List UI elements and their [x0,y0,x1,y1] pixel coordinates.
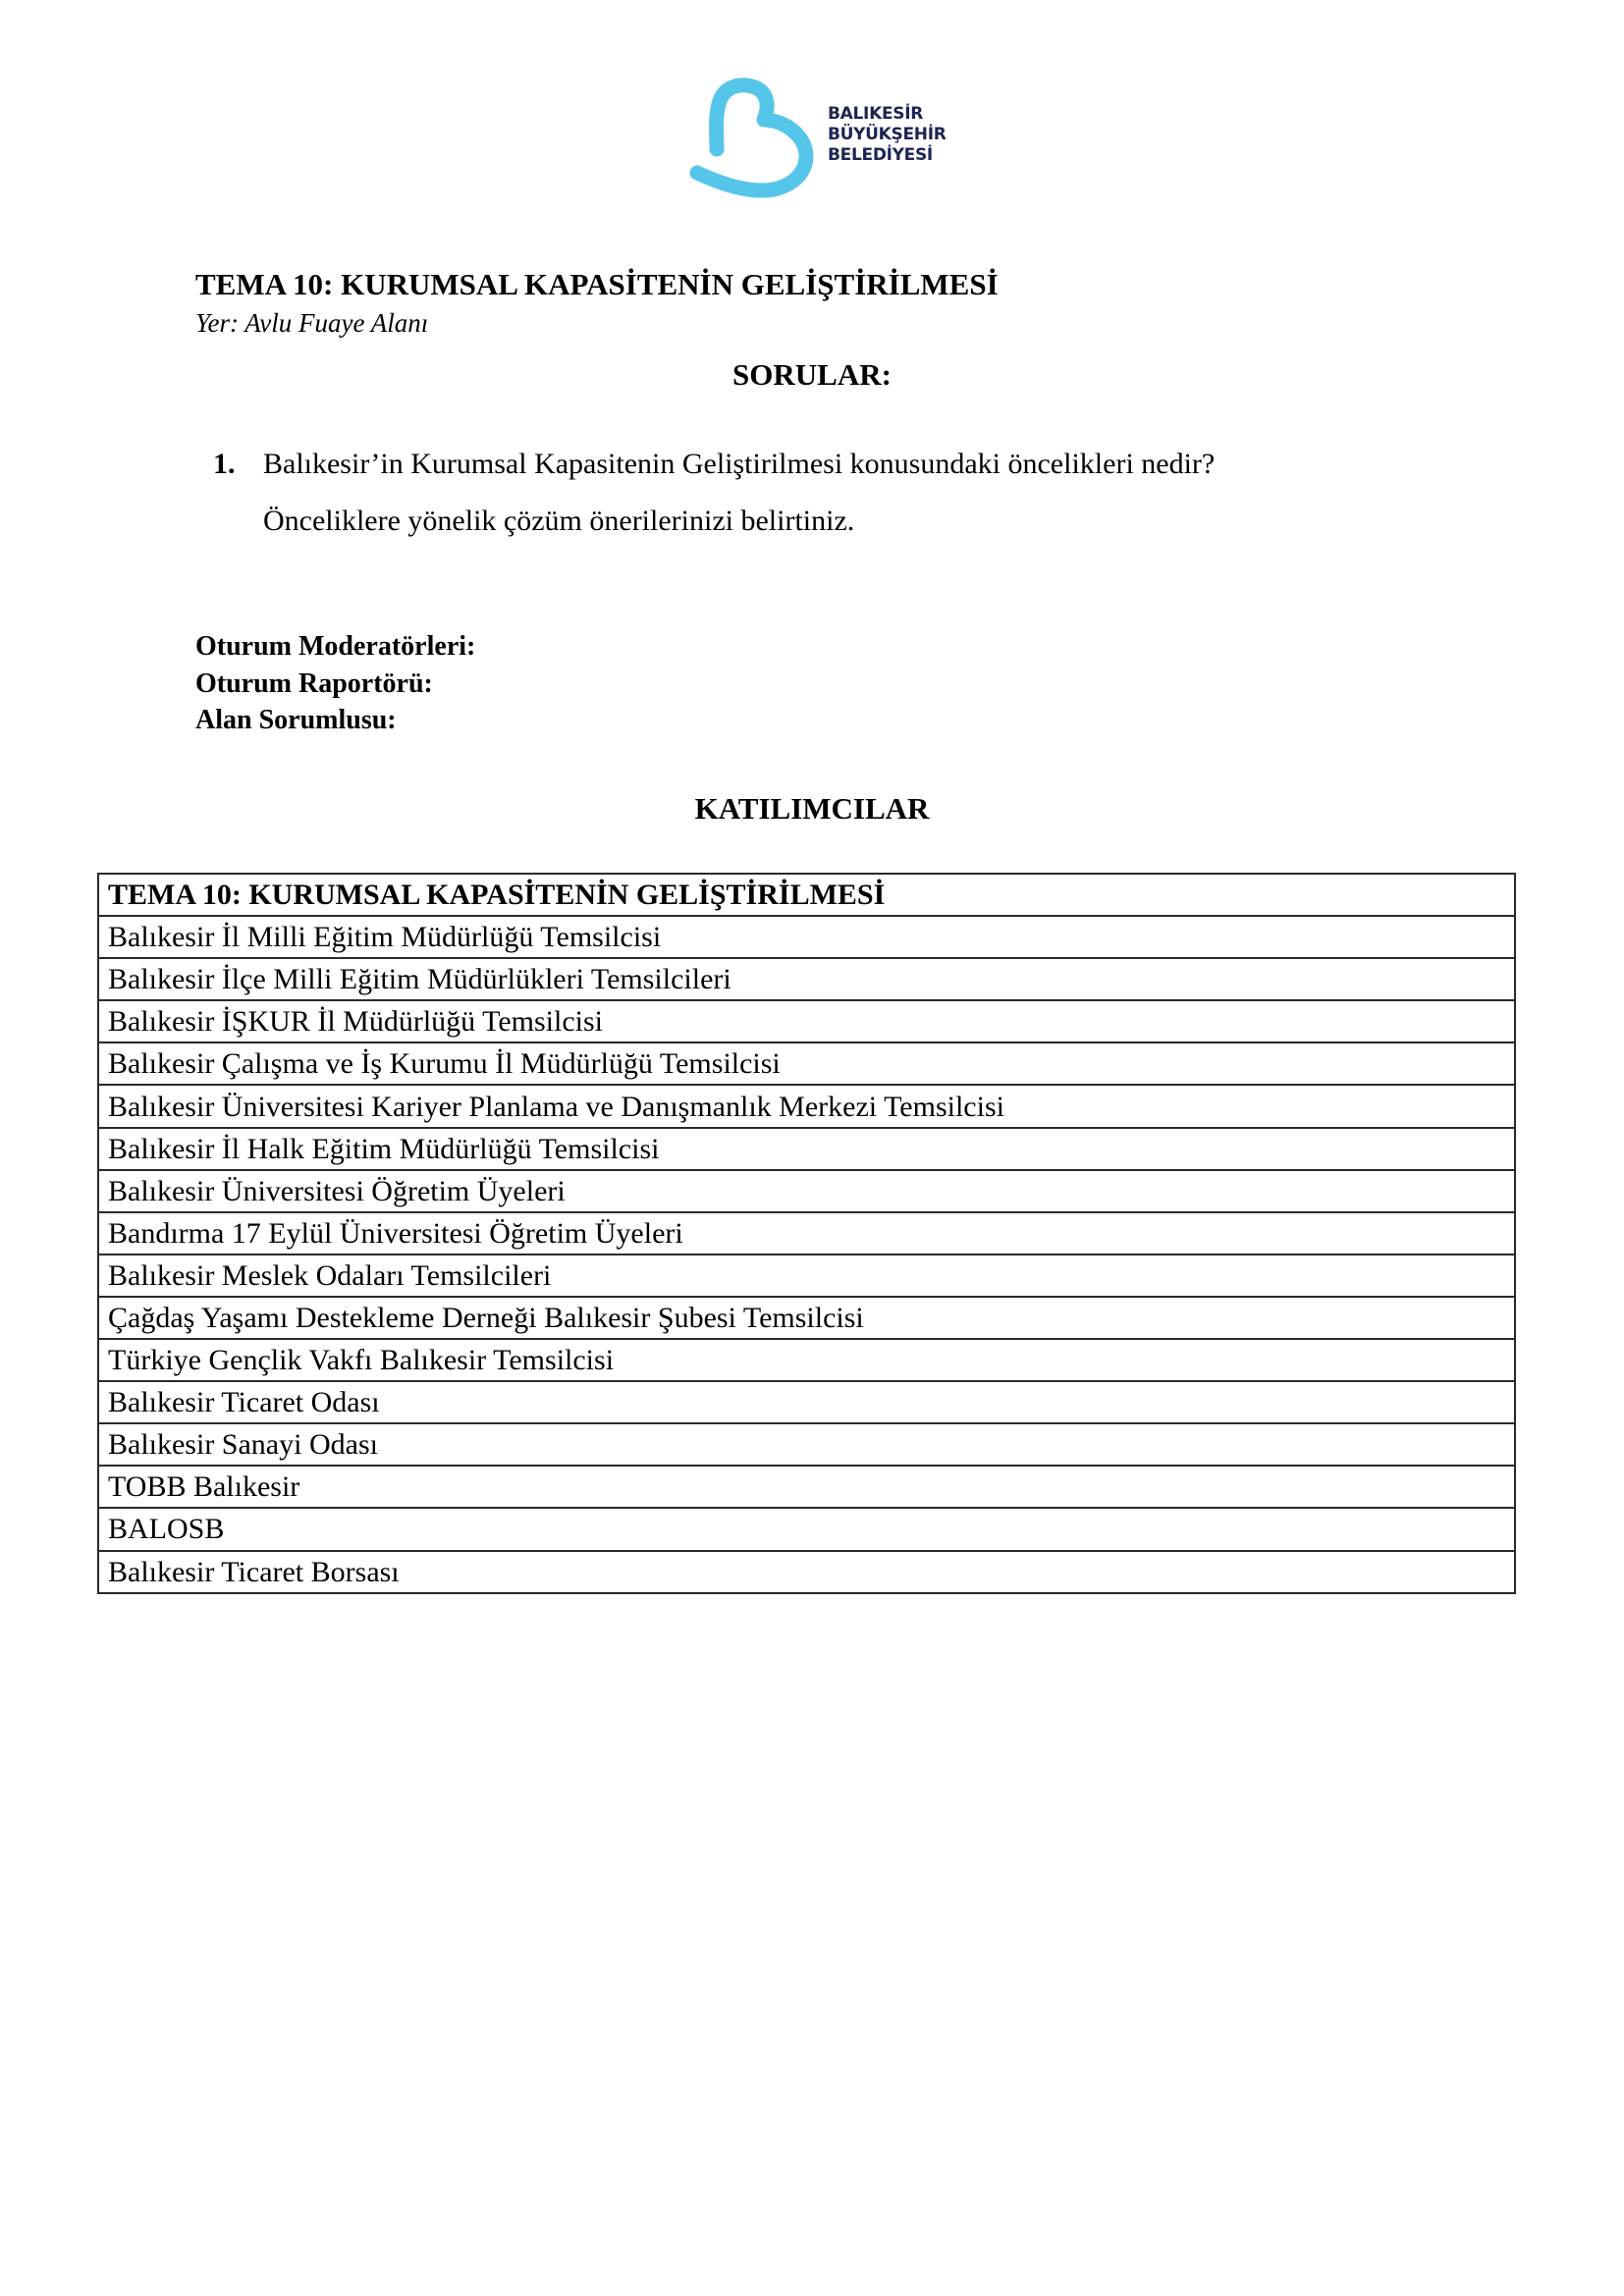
participant-cell: Balıkesir İl Halk Eğitim Müdürlüğü Temsilcisi [98,1128,1515,1170]
table-row [98,1255,1515,1297]
table-row [98,1423,1515,1466]
participants-heading: KATILIMCILAR [694,791,930,826]
role-area-responsible-label: Alan Sorumlusu: [195,705,397,735]
question-text-line: Balıkesir’in Kurumsal Kapasitenin Geliştirilmesi konusundaki öncelikleri nedir? [263,448,1216,480]
questions-heading [0,357,1624,393]
heart-b-logo-icon [687,77,820,199]
table-row [98,1170,1515,1212]
table-header-row [98,874,1515,916]
table-header-cell: TEMA 10: KURUMSAL KAPASİTENİN GELİŞTİRİLMESİ [98,874,1515,916]
table-row [98,1042,1515,1085]
participant-cell: Balıkesir İl Milli Eğitim Müdürlüğü Temsilcisi [98,916,1515,958]
table-row [98,1466,1515,1508]
participant-cell: BALOSB [98,1508,1515,1550]
participant-cell: Balıkesir İŞKUR İl Müdürlüğü Temsilcisi [98,1000,1515,1042]
role-moderators-label: Oturum Moderatörleri: [195,631,476,662]
participant-cell: TOBB Balıkesir [98,1466,1515,1508]
participant-cell: Balıkesir Ticaret Borsası [98,1551,1515,1593]
question-text-line: Önceliklere yönelik çözüm önerilerinizi belirtiniz. [263,505,855,537]
logo-text-line: BALIKESİR [828,104,924,124]
participant-cell: Balıkesir İlçe Milli Eğitim Müdürlükleri Temsilcileri [98,958,1515,1000]
table-row [98,916,1515,958]
participant-cell: Çağdaş Yaşamı Destekleme Derneği Balıkesir Şubesi Temsilcisi [98,1297,1515,1339]
participant-cell: Balıkesir Ticaret Odası [98,1381,1515,1423]
participant-cell: Balıkesir Sanayi Odası [98,1423,1515,1466]
session-roles [195,628,475,739]
table-row [98,1339,1515,1381]
table-row [98,1381,1515,1423]
participant-cell: Balıkesir Üniversitesi Kariyer Planlama ve Danışmanlık Merkezi Temsilcisi [98,1085,1515,1127]
table-row [98,1128,1515,1170]
questions-heading-text: SORULAR: [732,357,892,392]
table-row [98,1085,1515,1127]
table-row [98,958,1515,1000]
participant-cell: Balıkesir Üniversitesi Öğretim Üyeleri [98,1170,1515,1212]
participant-cell: Bandırma 17 Eylül Üniversitesi Öğretim Üyeleri [98,1212,1515,1255]
participants-table [97,873,1516,1594]
balikesir-logo [687,77,947,199]
logo-text-line: BELEDİYESİ [828,145,933,165]
table-row [98,1000,1515,1042]
participant-cell: Türkiye Gençlik Vakfı Balıkesir Temsilcisi [98,1339,1515,1381]
question-number: 1. [213,448,236,480]
table-row [98,1508,1515,1550]
table-row [98,1297,1515,1339]
theme-title: TEMA 10: KURUMSAL KAPASİTENİN GELİŞTİRİLMESİ [195,267,999,301]
location-text: Yer: Avlu Fuaye Alanı [195,308,429,338]
table-row [98,1212,1515,1255]
participant-cell: Balıkesir Meslek Odaları Temsilcileri [98,1255,1515,1297]
role-rapporteur-label: Oturum Raportörü: [195,667,433,699]
participant-cell: Balıkesir Çalışma ve İş Kurumu İl Müdürlüğü Temsilcisi [98,1042,1515,1085]
logo-text-line: BÜYÜKŞEHİR [828,125,947,144]
table-row [98,1551,1515,1593]
